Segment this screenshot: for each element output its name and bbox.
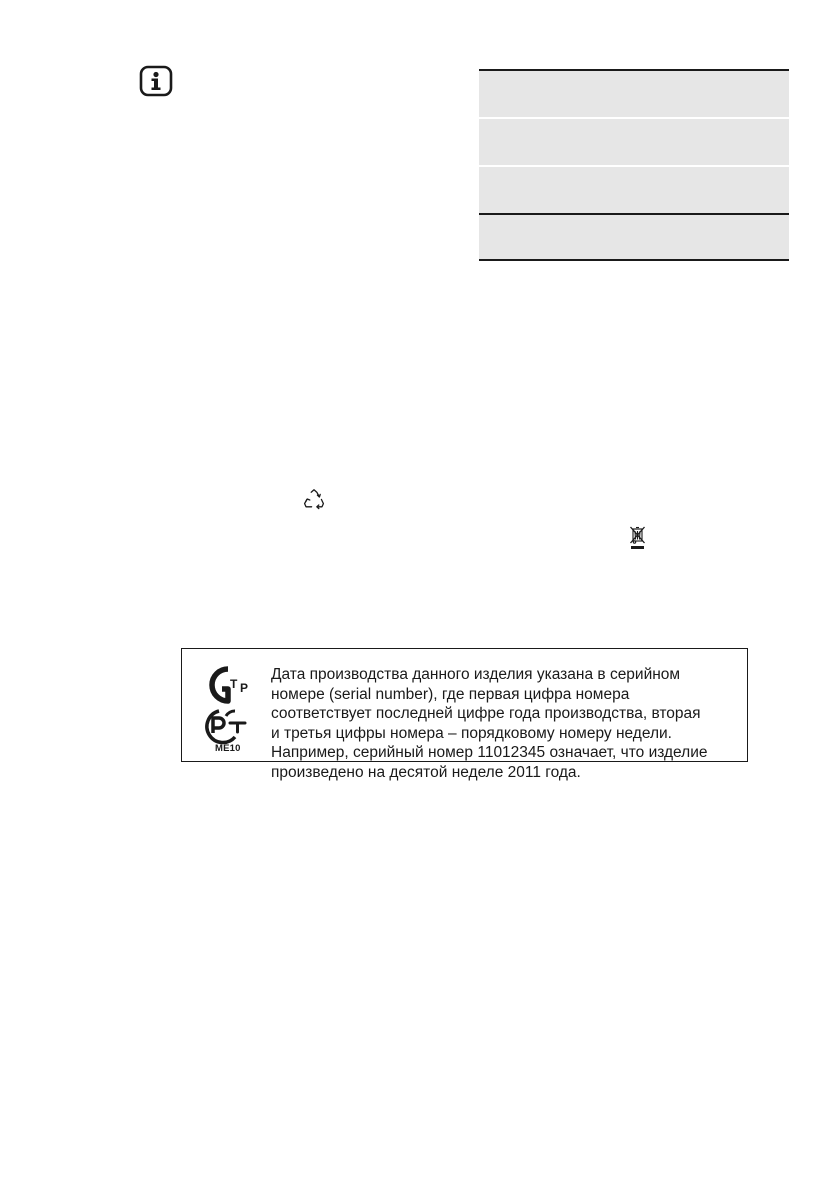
info-icon [139,65,173,97]
eac-tr-certification-mark [212,669,248,701]
notice-line: соответствует последней цифре года производства, вторая [271,705,701,723]
svg-text:Т: Т [230,677,238,691]
table-row [479,117,789,165]
notice-line: и третья цифры номера – порядковому номеру недели. [271,724,672,742]
notice-line: произведено на десятой неделе 2011 года. [271,763,581,781]
table-row [479,69,789,117]
production-date-notice [181,648,748,781]
notice-line: Дата производства данного изделия указана в серийном [271,666,681,683]
certification-code: ME10 [215,743,241,754]
crossed-out-bin-icon [628,526,648,550]
table-row [479,165,789,213]
gost-r-certification-mark [207,711,245,743]
specification-table [479,69,789,261]
certification-marks [202,665,258,755]
svg-text:Р: Р [240,681,249,695]
notice-text [271,665,741,783]
notice-line: Например, серийный номер 11012345 означает, что изделие [271,744,708,762]
notice-line: номере (serial number), где первая цифра номера [271,685,630,703]
recycle-icon [302,488,326,512]
table-row [479,213,789,261]
